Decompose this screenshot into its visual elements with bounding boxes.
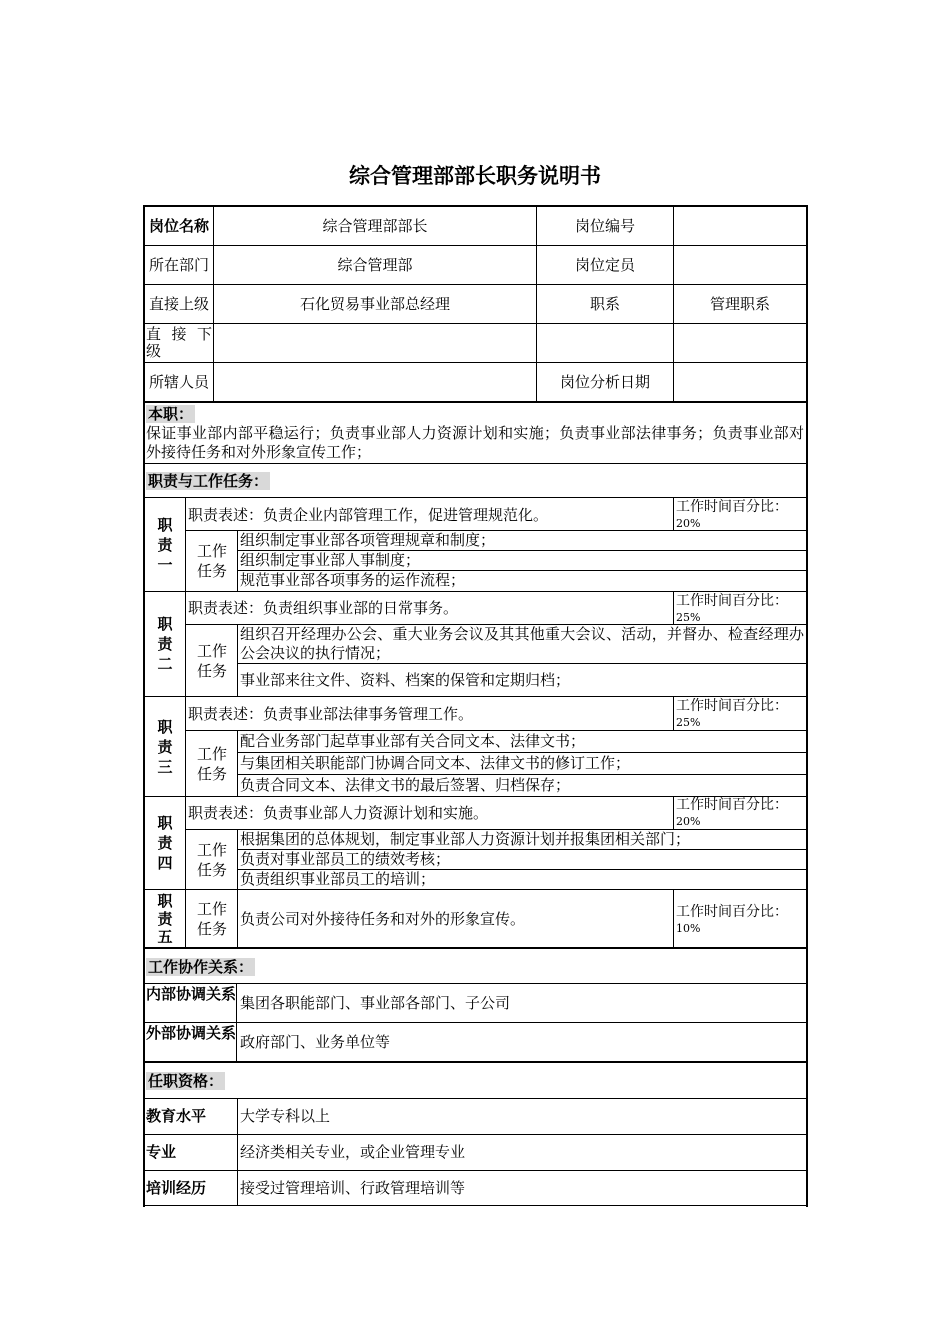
duty-4-statement: 职责表述：负责事业部人力资源计划和实施。 — [188, 804, 489, 822]
duty-3-name: 职责三 — [157, 717, 173, 776]
subordinate-value — [214, 324, 536, 362]
core-duty-text: 保证事业部内部平稳运行；负责事业部人力资源计划和实施；负责事业部法律事务；负责事业部对外接待任务和对外形象宣传工作； — [146, 424, 804, 461]
cooperation-heading: 工作协作关系： — [148, 958, 254, 976]
duty-4-pct: 20% — [676, 815, 701, 828]
duty-2-task: 组织召开经理办公会、重大业务会议及其其他重大会议、活动，并督办、检查经理办公会决议的执行情况； — [240, 625, 804, 662]
duty-3-pct: 25% — [676, 716, 701, 729]
duty-1-task: 组织制定事业部各项管理规章和制度； — [240, 531, 496, 549]
training-label: 培训经历 — [146, 1179, 207, 1197]
staffing-value — [674, 246, 806, 284]
duty-5-pct: 10% — [676, 922, 701, 935]
duty-4-task: 负责对事业部员工的绩效考核； — [240, 850, 451, 868]
duty-5-task-label: 工作任务 — [196, 899, 227, 938]
duty-5-task: 负责公司对外接待任务和对外的形象宣传。 — [240, 910, 526, 928]
duty-3-pct-label: 工作时间百分比： — [676, 698, 788, 714]
duty-4-task: 根据集团的总体规划，制定事业部人力资源计划并报集团相关部门； — [240, 830, 691, 848]
duty-1-task: 规范事业部各项事务的运作流程； — [240, 571, 466, 589]
position-name-value: 综合管理部部长 — [322, 216, 428, 235]
staff-label: 所辖人员 — [148, 372, 209, 391]
duty-3-task: 配合业务部门起草事业部有关合同文本、法律文书； — [240, 732, 586, 750]
duty-3-task-label: 工作任务 — [196, 744, 227, 783]
duty-2-statement: 职责表述：负责组织事业部的日常事务。 — [188, 599, 459, 617]
superior-label: 直接上级 — [148, 294, 209, 313]
duty-1-name: 职责一 — [157, 515, 173, 574]
duty-2-name: 职责二 — [157, 615, 173, 673]
department-label: 所在部门 — [148, 255, 209, 274]
duties-section-heading: 职责与工作任务： — [148, 472, 269, 490]
core-duty-heading: 本职： — [148, 405, 194, 423]
duty-3-statement: 职责表述：负责事业部法律事务管理工作。 — [188, 705, 474, 723]
education-value: 大学专科以上 — [240, 1107, 331, 1125]
internal-coordination-value: 集团各职能部门、事业部各部门、子公司 — [240, 994, 511, 1012]
duty-3-task: 负责合同文本、法律文书的最后签署、归档保存； — [240, 776, 571, 794]
position-code-label: 岗位编号 — [574, 216, 635, 235]
education-label: 教育水平 — [146, 1107, 207, 1125]
duty-4-name: 职责四 — [157, 814, 173, 872]
duty-1-pct: 20% — [676, 517, 701, 530]
page-title: 综合管理部部长职务说明书 — [349, 164, 601, 188]
duty-5-pct-label: 工作时间百分比： — [676, 904, 788, 920]
analysis-date-value — [674, 363, 806, 401]
duty-4-task: 负责组织事业部员工的培训； — [240, 870, 436, 888]
major-label: 专业 — [146, 1143, 177, 1161]
job-family-value: 管理职系 — [709, 294, 770, 313]
duty-4-pct-label: 工作时间百分比： — [676, 797, 788, 813]
duty-4-task-label: 工作任务 — [196, 840, 227, 879]
duty-2-pct-label: 工作时间百分比： — [676, 593, 788, 609]
department-value: 综合管理部 — [337, 255, 413, 274]
duty-2-pct: 25% — [676, 611, 701, 624]
duty-1-task-label: 工作任务 — [196, 542, 227, 580]
duty-2-task: 事业部来往文件、资料、档案的保管和定期归档； — [240, 671, 571, 689]
external-coordination-value: 政府部门、业务单位等 — [240, 1033, 391, 1051]
staff-value — [214, 363, 536, 401]
superior-value: 石化贸易事业部总经理 — [299, 294, 450, 313]
duty-3-task: 与集团相关职能部门协调合同文本、法律文书的修订工作； — [240, 754, 631, 772]
duty-5-name: 职责五 — [157, 891, 173, 946]
training-value: 接受过管理培训、行政管理培训等 — [240, 1179, 466, 1197]
duty-1-task: 组织制定事业部人事制度； — [240, 551, 421, 569]
duty-1-statement: 职责表述：负责企业内部管理工作，促进管理规范化。 — [188, 506, 549, 524]
position-name-label: 岗位名称 — [148, 216, 209, 235]
staffing-label: 岗位定员 — [574, 255, 635, 274]
internal-coordination-label: 内部协调关系 — [146, 985, 237, 1003]
external-coordination-label: 外部协调关系 — [146, 1024, 237, 1042]
major-value: 经济类相关专业，或企业管理专业 — [240, 1143, 466, 1161]
subordinate-label: 直 接 下 级 — [146, 325, 212, 360]
duty-2-task-label: 工作任务 — [196, 641, 227, 680]
qualifications-heading: 任职资格： — [148, 1072, 224, 1090]
position-code-value — [674, 207, 806, 245]
analysis-date-label: 岗位分析日期 — [559, 372, 650, 391]
duty-1-pct-label: 工作时间百分比： — [676, 499, 788, 515]
job-family-label: 职系 — [589, 294, 620, 313]
